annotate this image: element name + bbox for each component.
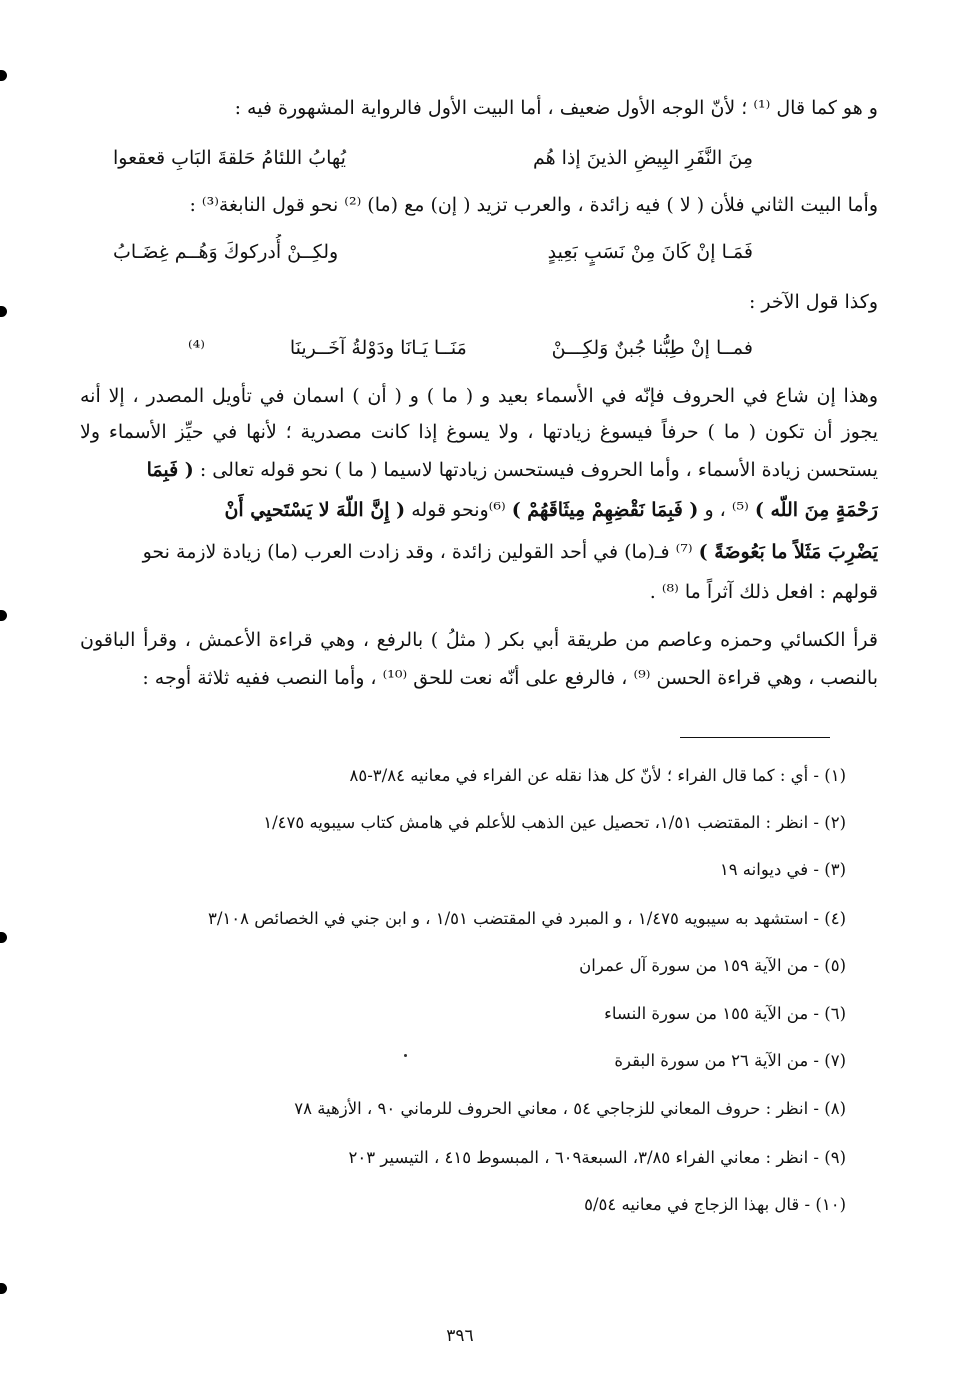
- text-segment: ⁽⁶⁾ونحو قوله: [411, 499, 506, 521]
- text-line: وهذا إن شاع في الحروف فإنّه في الأسماء بعيد و ( ما ) و ( أن ) اسمان في تأويل المصدر ، إلا أنه: [80, 385, 878, 407]
- footnote: (٤) - استشهد به سيبويه ١/٤٧٥ ، و المبرد في المقتضب ١/٥١ ، و ابن جني في الخصائص ٣/١٠٨: [207, 909, 846, 928]
- text-line: [80, 492, 878, 528]
- verse-2: [113, 234, 753, 270]
- text-line: قرأ الكسائي وحمزه وعاصم من طريقة أبي بكر ( مثلُ ) بالرفع ، وهي قراءة الأعمش ، وقرأ الباقون: [80, 629, 878, 651]
- text-line: وكذا قول الآخر :: [748, 291, 878, 313]
- quran-quote: ( فَبِمَا نَقْضِهِمْ مِيثَاقَهُمْ ): [511, 499, 699, 521]
- verse-3: [188, 330, 753, 366]
- text-line: و هو كما قال ⁽¹⁾ ؛ لأنّ الوجه الأول ضعيف ، أما البيت الأول فالرواية المشهورة فيه :: [234, 97, 878, 119]
- verse-hemistich: يُهابُ اللئامُ حَلقةَ البَابِ قعقعوا: [113, 147, 346, 169]
- punch-mark: [0, 306, 7, 317]
- text-segment: ⁽⁷⁾ فـ(ما) في أحد القولين زائدة ، وقد زادت العرب (ما) زيادة لازمة نحو: [142, 541, 693, 563]
- punch-mark: [0, 70, 7, 81]
- page-number: ٣٩٦: [446, 1326, 474, 1346]
- quran-quote: ( إِنَّ اللّهَ لا يَسْتَحيِي أَنْ: [224, 499, 406, 521]
- verse-hemistich: مِنَ النَّفَرِ البِيضِ الذينَ إذا هُم: [532, 147, 753, 169]
- verse-hemistich: فَمَـا إنْ كَانَ مِنْ نَسَبٍ بَعِيدٍ: [547, 241, 753, 263]
- quran-quote: رَحْمَةٍ مِنَ اللّه ): [754, 499, 878, 521]
- footnote: (٧) - من الآية ٢٦ من سورة البقرة: [614, 1051, 846, 1070]
- text-line: قولهم : افعل ذلك آثراً ما ⁽⁸⁾ .: [649, 581, 878, 603]
- punch-mark: [0, 932, 7, 943]
- footnote: (٨) - انظر : حروف المعاني للزجاجي ٥٤ ، معاني الحروف للرماني ٩٠ ، الأزهية ٧٨: [294, 1099, 846, 1118]
- footnote: (٥) - من الآية ١٥٩ من سورة آل عمران: [579, 956, 846, 975]
- text-line: وأما البيت الثاني فلأن ( لا ) فيه زائدة ، والعرب تزيد ( إن) مع (ما) ⁽²⁾ نحو قول النابغة⁽³⁾ :: [189, 194, 878, 216]
- verse-hemistich: مَنَــا يَـانَا ودَوْلةُ آخَــرينَا: [289, 337, 467, 359]
- footnote: (٢) - انظر : المقتضب ١/٥١، تحصيل عين الذهب للأعلم في هامش كتاب سيبويه ١/٤٧٥: [263, 813, 846, 832]
- text-line: يجوز أن تكون ( ما ) حرفاً فيسوغ زيادتها ، ولا يسوغ إذا كانت مصدرية ؛ لأنها في حيِّز الأسماء ولا: [80, 421, 878, 443]
- footnote: (٣) - في ديوانه ١٩: [719, 860, 846, 879]
- punch-mark: [0, 1283, 7, 1294]
- text-line: [80, 452, 878, 488]
- footnote-ref: ⁽⁴⁾: [188, 337, 205, 359]
- text-line: [80, 534, 878, 570]
- text-line: بالنصب ، وهي قراءة الحسن ⁽⁹⁾ ، فالرفع على أنّه نعت للحق ⁽¹⁰⁾ ، وأما النصب ففيه ثلاثة أوجه :: [142, 667, 878, 689]
- footnote: (١٠) - قال بهذا الزجاج في معانيه ٥/٥٤: [584, 1195, 846, 1214]
- text-segment: ⁽⁵⁾ ، و: [704, 499, 749, 521]
- footnote: (١) - أي : كما قال الفراء ؛ لأنّ كل هذا نقله عن الفراء في معانيه ٣/٨٤-٨٥: [349, 766, 846, 785]
- verse-hemistich: فمــا إنْ طِبُّنا جُبنٌ وَلكِـــنْ: [551, 337, 753, 359]
- punch-mark: [0, 610, 7, 621]
- footnote-separator: [680, 737, 830, 738]
- text-segment: يستحسن زيادة الأسماء ، وأما الحروف فيستحسن زيادتها لاسيما ( ما ) نحو قوله تعالى :: [199, 459, 878, 481]
- quran-quote: ( فَبِمَا: [146, 459, 194, 481]
- verse-hemistich: ولكِــنْ أُدركوكَ وَهُــم غِضَـابُ: [113, 241, 339, 263]
- verse-1: [113, 140, 753, 176]
- footnote: (٦) - من الآية ١٥٥ من سورة النساء: [604, 1004, 846, 1023]
- quran-quote: يَضْرِبَ مَثَلاً ما بَعُوضَةً ): [698, 541, 878, 563]
- footnote: (٩) - انظر : معاني الفراء ٣/٨٥، السبعة٦٠٩ ، المبسوط ٤١٥ ، التيسير ٢٠٣: [348, 1148, 846, 1167]
